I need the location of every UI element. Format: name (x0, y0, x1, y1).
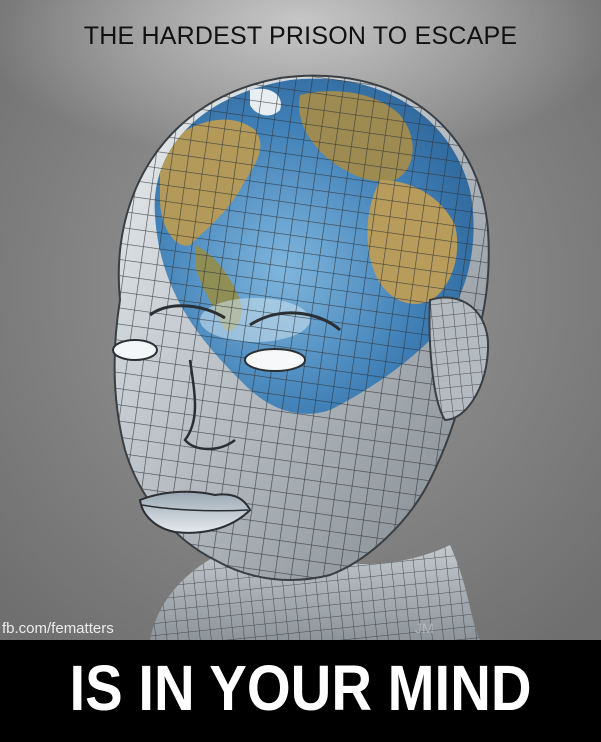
left-eye (113, 340, 157, 360)
artist-mark: JM (415, 620, 434, 636)
right-eye (245, 349, 305, 371)
top-caption: THE HARDEST PRISON TO ESCAPE (83, 22, 518, 50)
credit-text: fb.com/fematters (2, 620, 114, 637)
bottom-caption: IS IN YOUR MIND (69, 652, 532, 724)
